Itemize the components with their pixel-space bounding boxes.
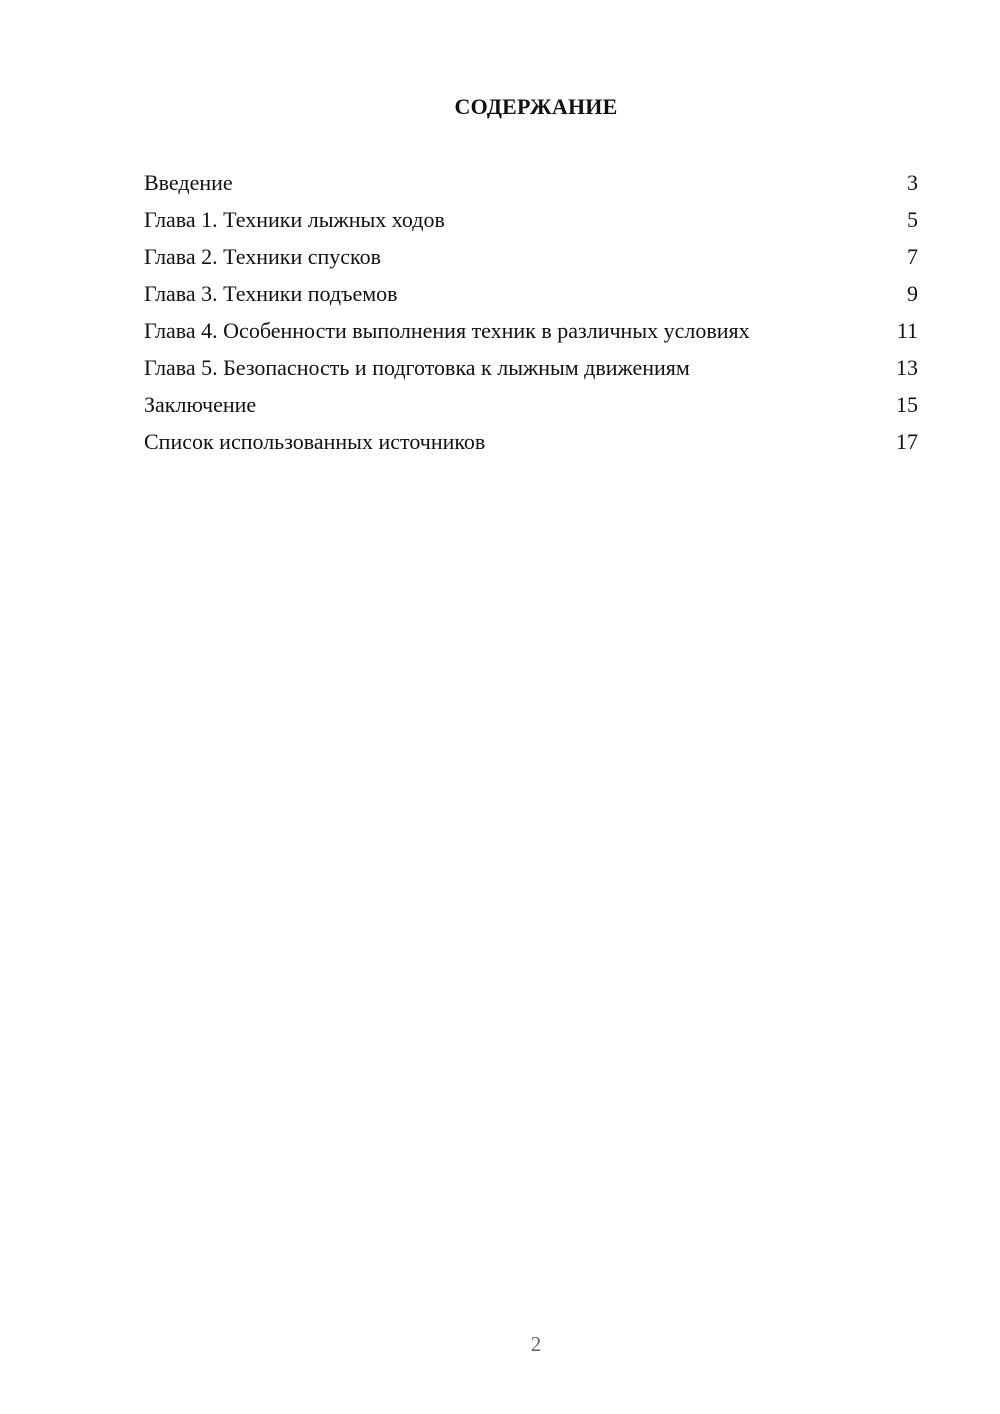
- toc-entry-text: Введение: [144, 170, 233, 195]
- toc-entry-text: Список использованных источников: [144, 429, 486, 454]
- toc-entry-chapter-4: [144, 317, 918, 344]
- toc-entry-text: Глава 2. Техники спусков: [144, 244, 382, 269]
- toc-entry-introduction: [144, 169, 918, 196]
- toc-entry-page: 5: [907, 207, 918, 232]
- toc-entry-chapter-5: [144, 354, 918, 381]
- toc-entry-references: [144, 428, 918, 455]
- toc-entry-conclusion: [144, 391, 918, 418]
- toc-entry-chapter-3: [144, 280, 918, 307]
- toc-entry-page: 15: [896, 392, 918, 417]
- toc-entry-page: 17: [896, 429, 918, 454]
- table-of-contents: [144, 169, 918, 465]
- toc-entry-chapter-2: [144, 243, 918, 270]
- toc-entry-page: 7: [907, 244, 918, 269]
- toc-entry-text: Глава 4. Особенности выполнения техник в различных условиях: [144, 318, 750, 343]
- toc-entry-page: 11: [896, 318, 918, 343]
- page-number: 2: [530, 1332, 542, 1356]
- toc-entry-text: Глава 1. Техники лыжных ходов: [144, 207, 445, 232]
- toc-entry-text: Заключение: [144, 392, 257, 417]
- toc-title: СОДЕРЖАНИЕ: [454, 94, 618, 119]
- toc-entry-page: 13: [896, 355, 918, 380]
- toc-entry-chapter-1: [144, 206, 918, 233]
- toc-entry-text: Глава 3. Техники подъемов: [144, 281, 398, 306]
- toc-entry-text: Глава 5. Безопасность и подготовка к лыжным движениям: [144, 355, 690, 380]
- toc-entry-page: 3: [907, 170, 918, 195]
- toc-entry-page: 9: [907, 281, 918, 306]
